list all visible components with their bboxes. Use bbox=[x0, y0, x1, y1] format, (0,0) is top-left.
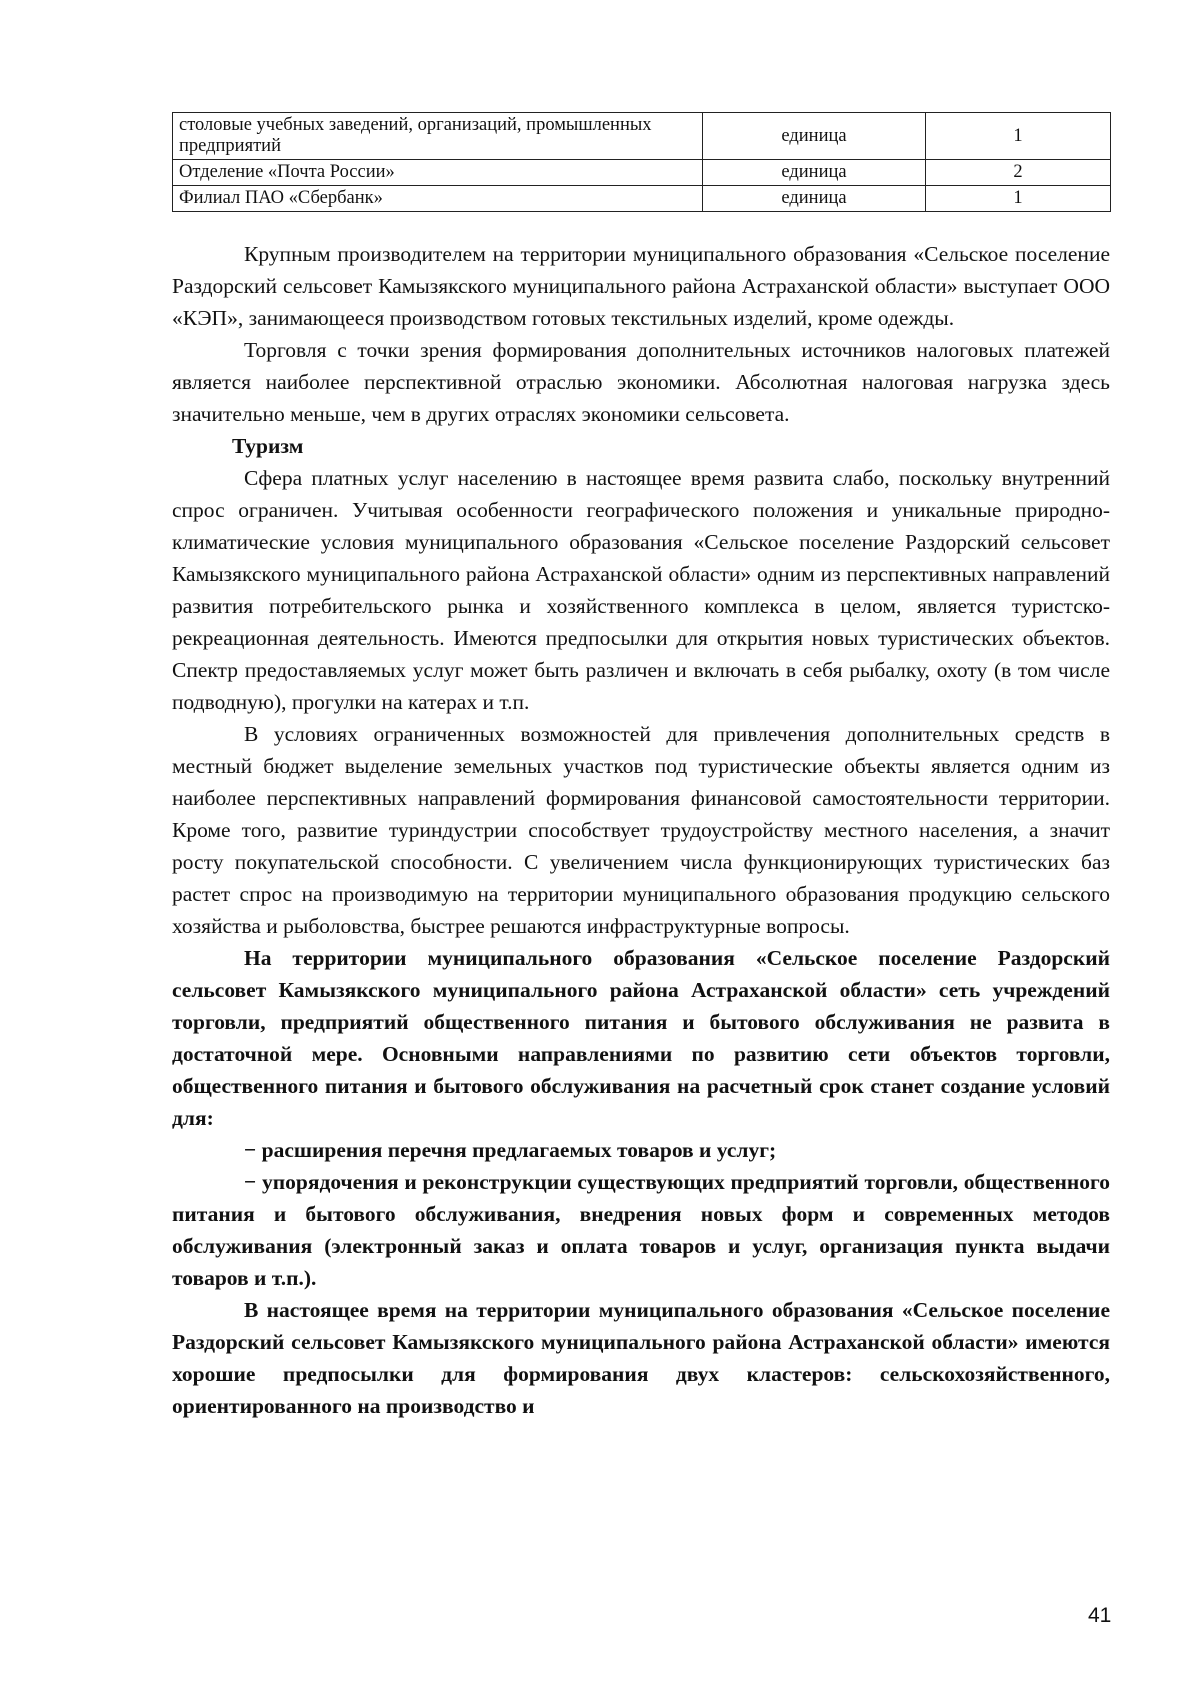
section-heading: Туризм bbox=[232, 434, 304, 458]
table-cell-unit: единица bbox=[703, 160, 926, 186]
paragraph: Крупным производителем на территории муниципального образования «Сельское поселение Раздорский сельсовет Камызякского муниципального района Астраханской области» выступает ООО «КЭП», занимающееся производством готовых текстильных изделий, кроме одежды. bbox=[172, 242, 1110, 330]
table-cell-name: столовые учебных заведений, организаций, промышленных предприятий bbox=[173, 113, 703, 160]
table-row bbox=[173, 113, 1111, 160]
paragraph: Торговля с точки зрения формирования дополнительных источников налоговых платежей является наиболее перспективной отраслью экономики. Абсолютная налоговая нагрузка здесь значительно меньше, чем в других отраслях экономики сельсовета. bbox=[172, 338, 1110, 426]
table-cell-name: Отделение «Почта России» bbox=[173, 160, 703, 186]
paragraph-bold: В настоящее время на территории муниципального образования «Сельское поселение Раздорский сельсовет Камызякского муниципального района Астраханской области» имеются хорошие предпосылки для формирования двух кластеров: сельскохозяйственного, ориентированного на производство и bbox=[172, 1298, 1110, 1418]
table-row bbox=[173, 160, 1111, 186]
bullet-item: − упорядочения и реконструкции существующих предприятий торговли, общественного питания и бытового обслуживания, внедрения новых форм и современных методов обслуживания (электронный заказ и оплата товаров и услуг, организация пункта выдачи товаров и т.п.). bbox=[172, 1170, 1110, 1290]
facilities-table bbox=[172, 112, 1111, 212]
table-cell-unit: единица bbox=[703, 113, 926, 160]
page-number: 41 bbox=[1088, 1604, 1112, 1627]
table-row bbox=[173, 186, 1111, 212]
table-cell-unit: единица bbox=[703, 186, 926, 212]
document-page bbox=[172, 112, 1110, 1422]
table-cell-name: Филиал ПАО «Сбербанк» bbox=[173, 186, 703, 212]
table-cell-value: 1 bbox=[926, 113, 1111, 160]
paragraph: Сфера платных услуг населению в настоящее время развита слабо, поскольку внутренний спрос ограничен. Учитывая особенности географического положения и уникальные природно-климатические условия муниципального образования «Сельское поселение Раздорский сельсовет Камызякского муниципального района Астраханской области» одним из перспективных направлений развития потребительского рынка и хозяйственного комплекса в целом, является туристско-рекреационная деятельность. Имеются предпосылки для открытия новых туристических объектов. Спектр предоставляемых услуг может быть различен и включать в себя рыбалку, охоту (в том числе подводную), прогулки на катерах и т.п. bbox=[172, 466, 1110, 714]
document-body bbox=[172, 238, 1110, 1422]
table-cell-value: 2 bbox=[926, 160, 1111, 186]
paragraph: В условиях ограниченных возможностей для привлечения дополнительных средств в местный бюджет выделение земельных участков под туристические объекты является одним из наиболее перспективных направлений формирования финансовой самостоятельности территории. Кроме того, развитие туриндустрии способствует трудоустройству местного населения, а значит росту покупательской способности. С увеличением числа функционирующих туристических баз растет спрос на производимую на территории муниципального образования продукцию сельского хозяйства и рыболовства, быстрее решаются инфраструктурные вопросы. bbox=[172, 722, 1110, 938]
table-cell-value: 1 bbox=[926, 186, 1111, 212]
bullet-item: − расширения перечня предлагаемых товаров и услуг; bbox=[244, 1138, 777, 1162]
paragraph-bold: На территории муниципального образования «Сельское поселение Раздорский сельсовет Камызякского муниципального района Астраханской области» сеть учреждений торговли, предприятий общественного питания и бытового обслуживания не развита в достаточной мере. Основными направлениями по развитию сети объектов торговли, общественного питания и бытового обслуживания на расчетный срок станет создание условий для: bbox=[172, 946, 1110, 1130]
